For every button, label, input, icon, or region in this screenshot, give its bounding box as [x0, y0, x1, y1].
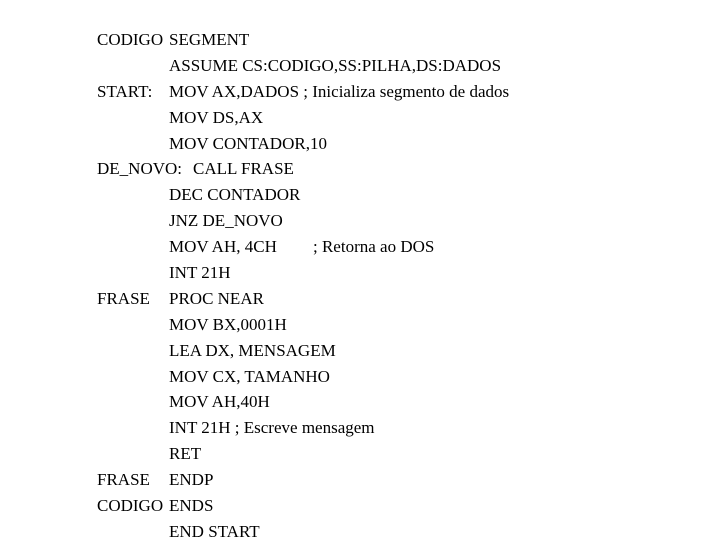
code-line-9: [97, 234, 697, 260]
code-label: CODIGO: [97, 496, 164, 516]
code-line-20: [97, 519, 697, 540]
code-instruction: JNZ DE_NOVO: [169, 211, 283, 231]
code-line-8: [97, 208, 697, 234]
code-instruction: LEA DX, MENSAGEM: [169, 340, 336, 360]
code-instruction: END START: [169, 521, 260, 540]
code-line-2: [97, 53, 697, 79]
code-instruction: MOV CONTADOR,10: [169, 133, 327, 153]
code-instruction: PROC NEAR: [169, 288, 264, 308]
code-label: FRASE: [97, 288, 150, 308]
code-instruction: INT 21H: [169, 263, 231, 283]
code-line-6: [97, 156, 697, 182]
code-line-5: [97, 131, 697, 157]
code-line-7: [97, 182, 697, 208]
code-line-14: [97, 364, 697, 390]
code-line-16: [97, 415, 697, 441]
assembly-listing: [97, 27, 697, 540]
code-label: FRASE: [97, 470, 150, 490]
code-line-13: [97, 338, 697, 364]
code-instruction: SEGMENT: [169, 30, 250, 49]
code-label: START:: [97, 81, 153, 101]
code-line-11: [97, 286, 697, 312]
code-line-3: [97, 79, 697, 105]
code-line-15: [97, 389, 697, 415]
code-label: DE_NOVO:: [97, 159, 182, 179]
code-label: CODIGO: [97, 30, 164, 49]
code-line-12: [97, 312, 697, 338]
code-line-18: [97, 467, 697, 493]
code-instruction: MOV AX,DADOS ; Inicializa segmento de dados: [169, 81, 510, 101]
code-instruction: ENDS: [169, 496, 214, 516]
code-instruction: MOV CX, TAMANHO: [169, 366, 330, 386]
code-instruction: MOV AH, 4CH: [169, 237, 277, 257]
code-line-10: [97, 260, 697, 286]
code-instruction: INT 21H ; Escreve mensagem: [169, 418, 375, 438]
code-instruction: MOV DS,AX: [169, 107, 264, 127]
code-line-1: [97, 27, 697, 53]
code-instruction: CALL FRASE: [193, 159, 294, 179]
code-line-4: [97, 105, 697, 131]
code-instruction: MOV BX,0001H: [169, 314, 287, 334]
code-instruction: ENDP: [169, 470, 214, 490]
code-instruction: MOV AH,40H: [169, 392, 270, 412]
code-instruction: RET: [169, 444, 202, 464]
code-instruction: DEC CONTADOR: [169, 185, 301, 205]
code-line-19: [97, 493, 697, 519]
code-line-17: [97, 441, 697, 467]
code-comment: ; Retorna ao DOS: [313, 237, 435, 257]
code-instruction: ASSUME CS:CODIGO,SS:PILHA,DS:DADOS: [169, 55, 502, 75]
